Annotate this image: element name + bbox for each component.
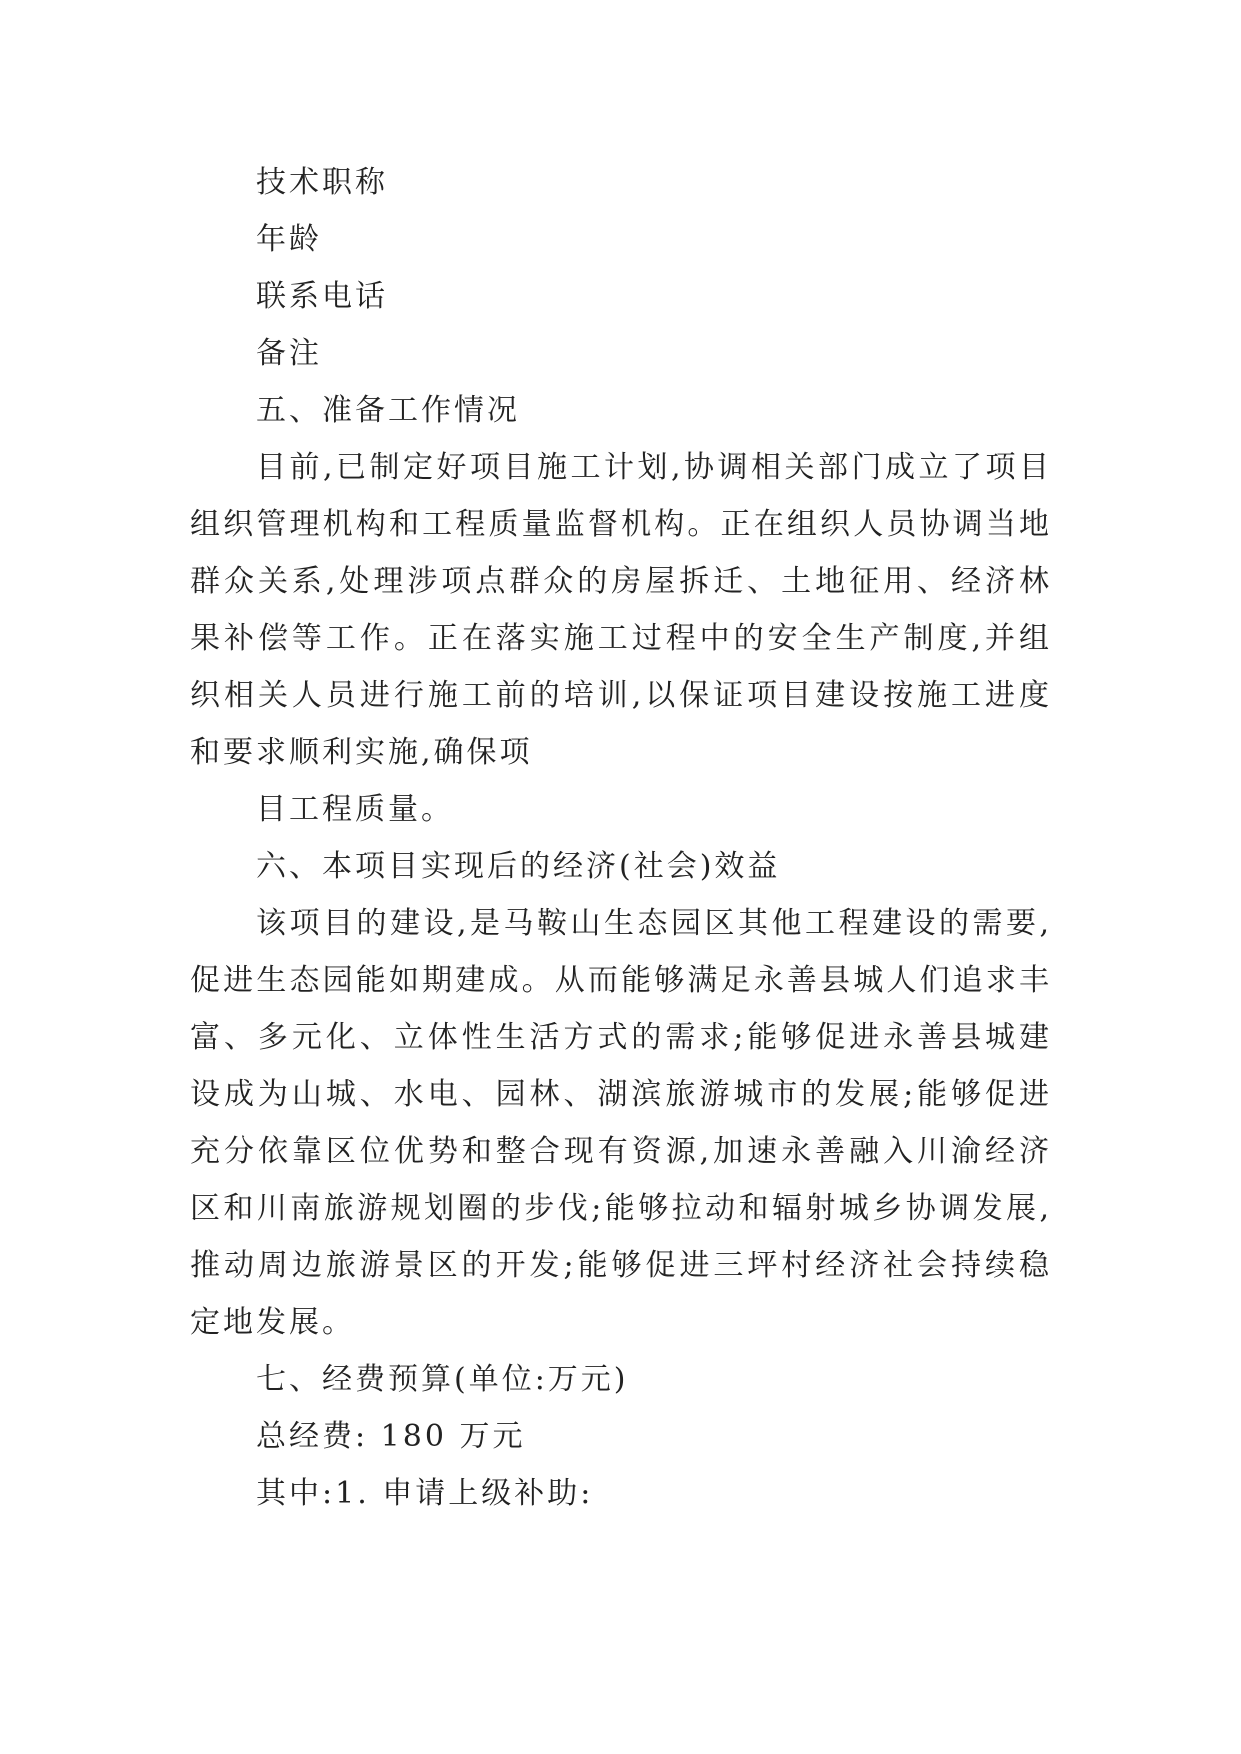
section6-heading: 六、本项目实现后的经济(社会)效益 <box>256 849 781 884</box>
budget-sub1: 其中:1. 申请上级补助: <box>256 1476 594 1511</box>
budget-total: 总经费: 180 万元 <box>256 1419 526 1454</box>
line-tech-title: 技术职称 <box>256 165 388 200</box>
document-body <box>190 154 1052 1522</box>
line-remark: 备注 <box>256 336 322 371</box>
section7-heading: 七、经费预算(单位:万元) <box>256 1362 629 1397</box>
line-age: 年龄 <box>256 222 322 257</box>
section5-paragraph-end: 目工程质量。 <box>256 792 454 827</box>
section6-paragraph: 该项目的建设,是马鞍山生态园区其他工程建设的需要,促进生态园能如期建成。从而能够满足永善县城人们追求丰富、多元化、立体性生活方式的需求;能够促进永善县城建设成为山城、水电、园林、湖滨旅游城市的发展;能够促进充分依靠区位优势和整合现有资源,加速永善融入川渝经济区和川南旅游规划圈的步伐;能够拉动和辐射城乡协调发展,推动周边旅游景区的开发;能够促进三坪村经济社会持续稳定地发展。 <box>190 906 1052 1340</box>
line-phone: 联系电话 <box>256 279 388 314</box>
section5-paragraph: 目前,已制定好项目施工计划,协调相关部门成立了项目组织管理机构和工程质量监督机构。正在组织人员协调当地群众关系,处理涉项点群众的房屋拆迁、土地征用、经济林果补偿等工作。正在落实施工过程中的安全生产制度,并组织相关人员进行施工前的培训,以保证项目建设按施工进度和要求顺利实施,确保项 <box>190 450 1052 770</box>
section5-heading: 五、准备工作情况 <box>256 393 520 428</box>
